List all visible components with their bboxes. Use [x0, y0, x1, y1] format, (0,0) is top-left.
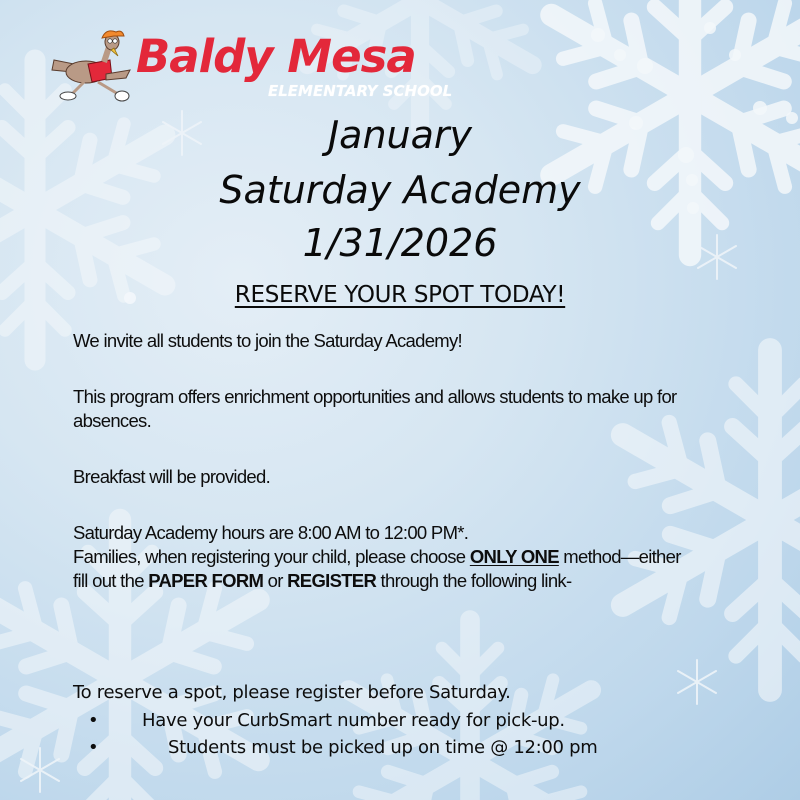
bullet-icon: •	[88, 710, 99, 731]
families-text: Families, when registering your child, please choose	[73, 546, 470, 567]
headline-month: January	[327, 113, 473, 157]
paper-form-emphasis: PAPER FORM	[148, 570, 264, 591]
hours-line: Saturday Academy hours are 8:00 AM to 12:00 PM*.	[73, 522, 469, 543]
or-text: or	[263, 570, 288, 591]
method-text: method—either fill out the	[73, 546, 681, 591]
school-logo	[48, 28, 488, 108]
register-note: To reserve a spot, please register before Saturday.	[73, 682, 511, 703]
link-text: through the following link-	[376, 570, 572, 591]
headline-title: Saturday Academy	[219, 168, 581, 212]
registration-instructions	[73, 545, 683, 593]
headline-date: 1/31/2026	[302, 221, 498, 265]
breakfast-paragraph: Breakfast will be provided.	[73, 466, 271, 487]
bullet-text: Have your CurbSmart number ready for pick-up.	[142, 710, 565, 731]
reserve-heading: RESERVE YOUR SPOT TODAY!	[234, 282, 566, 308]
only-one-emphasis: ONLY ONE	[469, 546, 559, 567]
school-subtitle: ELEMENTARY SCHOOL	[268, 82, 453, 100]
roadrunner-mascot-icon	[48, 30, 140, 102]
program-paragraph: This program offers enrichment opportunities and allows students to make up for absences.	[73, 386, 677, 431]
invite-paragraph: We invite all students to join the Saturday Academy!	[73, 330, 462, 351]
hours-paragraph	[73, 521, 713, 593]
bullet-text: Students must be picked up on time @ 12:00 pm	[168, 737, 598, 758]
school-name: Baldy Mesa	[136, 30, 416, 83]
bullet-icon: •	[88, 737, 99, 758]
register-emphasis: REGISTER	[287, 570, 377, 591]
